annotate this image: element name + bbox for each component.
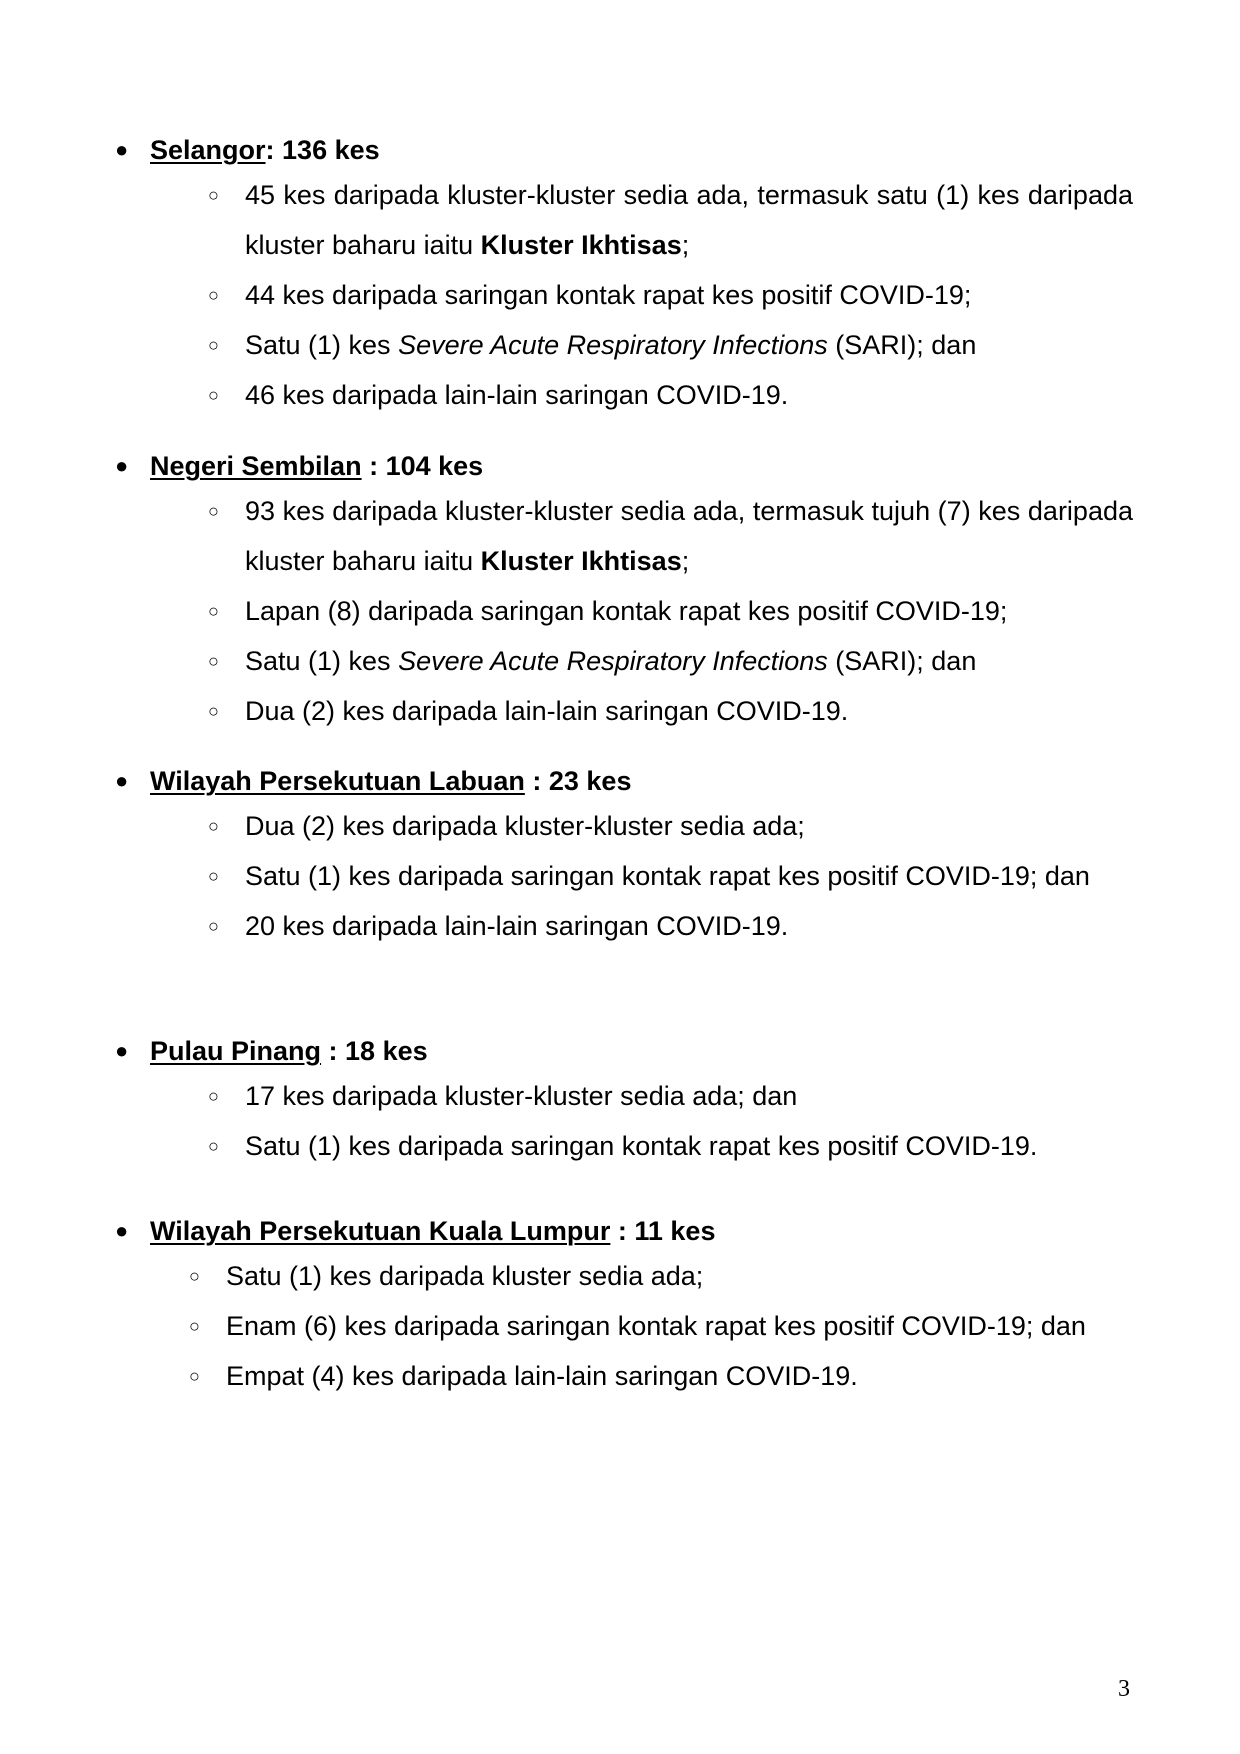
sub-list bbox=[208, 486, 1133, 736]
circle-bullet-icon: ○ bbox=[208, 816, 219, 836]
list-item bbox=[208, 270, 1133, 320]
section-heading bbox=[115, 764, 632, 798]
circle-bullet-icon: ○ bbox=[189, 1316, 200, 1336]
item-text-end: (SARI); dan bbox=[827, 646, 977, 676]
list-item bbox=[208, 586, 1133, 636]
circle-bullet-icon: ○ bbox=[208, 701, 219, 721]
list-item bbox=[208, 370, 1133, 420]
state-name: Selangor bbox=[150, 135, 266, 165]
bullet-icon: ● bbox=[115, 137, 129, 162]
circle-bullet-icon: ○ bbox=[189, 1266, 200, 1286]
circle-bullet-icon: ○ bbox=[208, 501, 219, 521]
list-item bbox=[189, 1301, 1133, 1351]
item-text-end: ; bbox=[681, 546, 690, 576]
list-item bbox=[208, 901, 1133, 951]
sub-list bbox=[189, 1251, 1133, 1401]
item-text: 17 kes daripada kluster-kluster sedia ada; dan bbox=[245, 1081, 798, 1111]
cluster-name: Kluster Ikhtisas bbox=[480, 546, 682, 576]
bullet-icon: ● bbox=[115, 1038, 129, 1063]
case-count: 136 kes bbox=[282, 135, 380, 165]
item-text: Enam (6) kes daripada saringan kontak rapat kes positif COVID-19; dan bbox=[226, 1311, 1086, 1341]
item-text: Lapan (8) daripada saringan kontak rapat kes positif COVID-19; bbox=[245, 596, 1008, 626]
item-text: Dua (2) kes daripada kluster-kluster sedia ada; bbox=[245, 811, 805, 841]
circle-bullet-icon: ○ bbox=[208, 335, 219, 355]
item-text: Satu (1) kes bbox=[245, 330, 399, 360]
circle-bullet-icon: ○ bbox=[208, 601, 219, 621]
sub-list bbox=[208, 1071, 1133, 1171]
state-name: Wilayah Persekutuan Labuan bbox=[150, 766, 525, 796]
bullet-icon: ● bbox=[115, 1218, 129, 1243]
bullet-icon: ● bbox=[115, 453, 129, 478]
circle-bullet-icon: ○ bbox=[208, 866, 219, 886]
italic-term: Severe Acute Respiratory Infections bbox=[398, 330, 828, 360]
circle-bullet-icon: ○ bbox=[208, 651, 219, 671]
separator: : bbox=[321, 1036, 346, 1066]
list-item bbox=[208, 320, 1133, 370]
circle-bullet-icon: ○ bbox=[189, 1366, 200, 1386]
list-item bbox=[208, 636, 1133, 686]
separator: : bbox=[361, 451, 386, 481]
case-count: 104 kes bbox=[385, 451, 484, 481]
item-text: 93 kes daripada kluster-kluster sedia ada, termasuk tujuh (7) kes daripada kluster baharu iaitu bbox=[245, 496, 1133, 576]
list-item bbox=[208, 801, 1133, 851]
bullet-icon: ● bbox=[115, 768, 129, 793]
case-count: 11 kes bbox=[634, 1216, 716, 1246]
sub-list bbox=[208, 170, 1133, 420]
italic-term: Severe Acute Respiratory Infections bbox=[398, 646, 828, 676]
circle-bullet-icon: ○ bbox=[208, 916, 219, 936]
section-heading bbox=[115, 133, 380, 167]
circle-bullet-icon: ○ bbox=[208, 385, 219, 405]
list-item bbox=[208, 486, 1133, 586]
separator: : bbox=[265, 135, 283, 165]
separator: : bbox=[524, 766, 549, 796]
item-text: Empat (4) kes daripada lain-lain saringan COVID-19. bbox=[226, 1361, 858, 1391]
list-item bbox=[189, 1351, 1133, 1401]
case-count: 18 kes bbox=[345, 1036, 428, 1066]
list-item bbox=[208, 1071, 1133, 1121]
sub-list bbox=[208, 801, 1133, 951]
cluster-name: Kluster Ikhtisas bbox=[480, 230, 682, 260]
item-text: Satu (1) kes daripada saringan kontak rapat kes positif COVID-19; dan bbox=[245, 861, 1090, 891]
item-text: Satu (1) kes daripada saringan kontak rapat kes positif COVID-19. bbox=[245, 1131, 1038, 1161]
list-item bbox=[208, 1121, 1133, 1171]
section-heading bbox=[115, 1034, 428, 1068]
item-text-end: (SARI); dan bbox=[827, 330, 977, 360]
circle-bullet-icon: ○ bbox=[208, 1086, 219, 1106]
list-item bbox=[208, 851, 1133, 901]
list-item bbox=[208, 686, 1133, 736]
state-name: Wilayah Persekutuan Kuala Lumpur bbox=[150, 1216, 611, 1246]
item-text: Dua (2) kes daripada lain-lain saringan COVID-19. bbox=[245, 696, 849, 726]
circle-bullet-icon: ○ bbox=[208, 185, 219, 205]
item-text: Satu (1) kes bbox=[245, 646, 399, 676]
list-item bbox=[208, 170, 1133, 270]
section-heading bbox=[115, 449, 484, 483]
item-text: 46 kes daripada lain-lain saringan COVID-19. bbox=[245, 380, 789, 410]
section-heading bbox=[115, 1214, 716, 1248]
circle-bullet-icon: ○ bbox=[208, 1136, 219, 1156]
item-text: Satu (1) kes daripada kluster sedia ada; bbox=[226, 1261, 704, 1291]
list-item bbox=[189, 1251, 1133, 1301]
separator: : bbox=[610, 1216, 635, 1246]
item-text: 44 kes daripada saringan kontak rapat kes positif COVID-19; bbox=[245, 280, 972, 310]
state-name: Pulau Pinang bbox=[150, 1036, 322, 1066]
circle-bullet-icon: ○ bbox=[208, 285, 219, 305]
item-text-end: ; bbox=[681, 230, 690, 260]
case-count: 23 kes bbox=[548, 766, 632, 796]
page-number: 3 bbox=[1118, 1676, 1130, 1702]
item-text: 20 kes daripada lain-lain saringan COVID-19. bbox=[245, 911, 789, 941]
state-name: Negeri Sembilan bbox=[150, 451, 362, 481]
item-text: 45 kes daripada kluster-kluster sedia ada, termasuk satu (1) kes daripada kluster baharu iaitu bbox=[245, 180, 1133, 260]
